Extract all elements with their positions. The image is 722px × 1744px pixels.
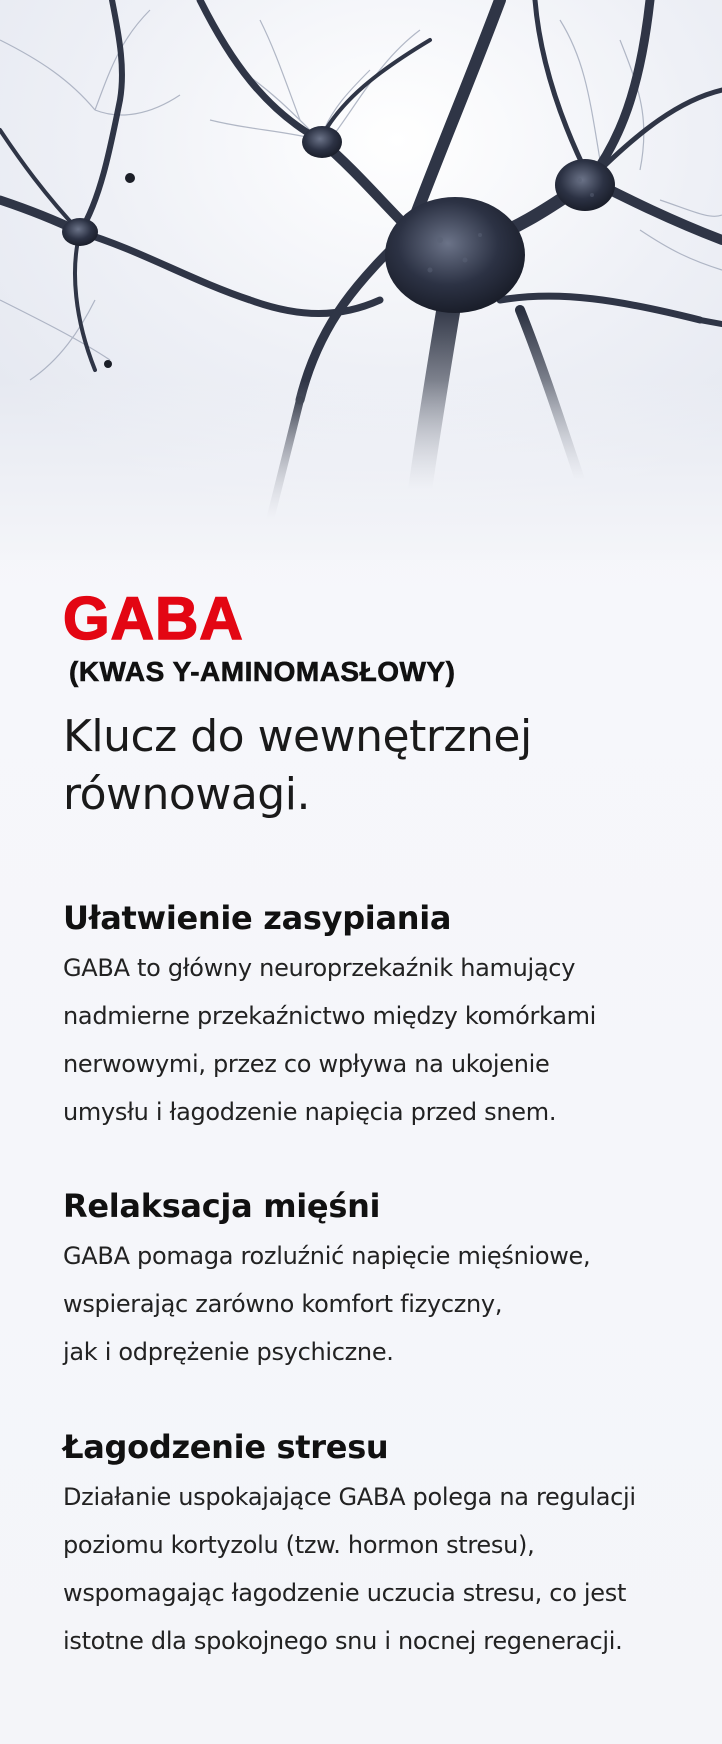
brand-title: GABA xyxy=(63,585,244,652)
intro-block xyxy=(63,585,683,824)
brand-subtitle: (KWAS Y-AMINOMASŁOWY) xyxy=(69,656,456,687)
section-body: Działanie uspokajające GABA polega na regulacji poziomu kortyzolu (tzw. hormon stresu), wspomagając łagodzenie uczucia stresu, co jest istotne dla spokojnego snu i nocnej regeneracji. xyxy=(63,1483,636,1655)
section-title: Relaksacja mięśni xyxy=(63,1187,381,1225)
section-body: GABA to główny neuroprzekaźnik hamujący nadmierne przekaźnictwo między komórkami nerwowymi, przez co wpływa na ukojenie umysłu i łagodzenie napięcia przed snem. xyxy=(63,954,597,1126)
section-stress-relief xyxy=(63,1427,703,1665)
section-body: GABA pomaga rozluźnić napięcie mięśniowe, wspierając zarówno komfort fizyczny, jak i odprężenie psychiczne. xyxy=(63,1242,591,1366)
section-title: Ułatwienie zasypiania xyxy=(63,899,452,937)
section-muscle-relaxation xyxy=(63,1186,683,1376)
section-falling-asleep xyxy=(63,898,683,1136)
hero-fade-overlay xyxy=(0,380,722,560)
section-title: Łagodzenie stresu xyxy=(63,1428,389,1466)
tagline: Klucz do wewnętrznej równowagi. xyxy=(63,711,532,820)
